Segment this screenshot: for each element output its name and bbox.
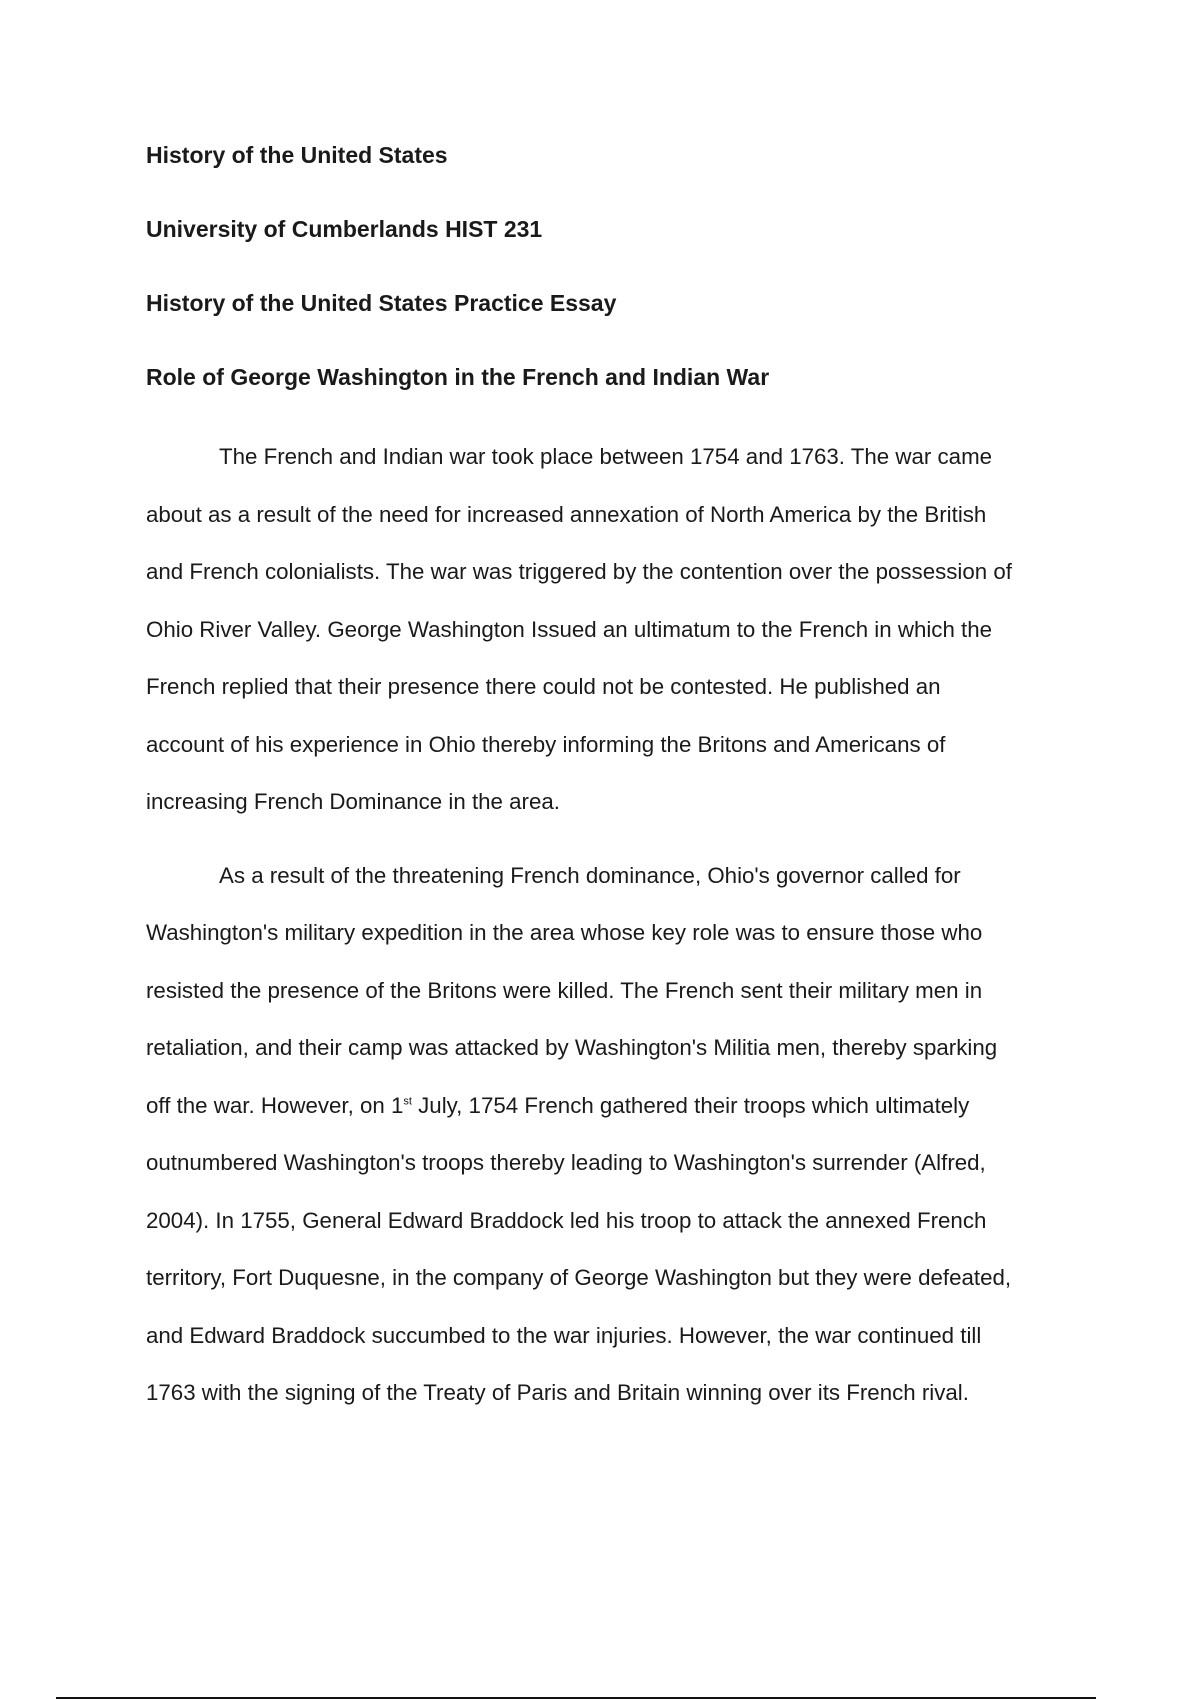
paragraph-line: As a result of the threatening French dominance, Ohio's governor called for (219, 862, 961, 888)
institution-line: University of Cumberlands HIST 231 (146, 216, 543, 242)
document-title: History of the United States (146, 142, 448, 168)
ordinal-superscript: st (403, 1095, 412, 1108)
line-text-before-superscript: off the war. However, on 1 (146, 1092, 404, 1118)
paragraph-line: increasing French Dominance in the area. (146, 789, 560, 814)
paragraph-line: account of his experience in Ohio thereby informing the Britons and Americans of (146, 731, 946, 757)
page-bottom-rule (56, 1697, 1096, 1699)
paragraph-line: and French colonialists. The war was triggered by the contention over the possession of (146, 559, 1012, 584)
line-text-after-superscript: July, 1754 French gathered their troops which ultimately (411, 1092, 970, 1118)
essay-title: History of the United States Practice Essay (146, 290, 617, 316)
paragraph-line: about as a result of the need for increased annexation of North America by the British (146, 501, 987, 527)
paragraph-line: 2004). In 1755, General Edward Braddock led his troop to attack the annexed French (146, 1207, 987, 1233)
paragraph-2 (146, 847, 1096, 1422)
paragraph-line: retaliation, and their camp was attacked by Washington's Militia men, thereby sparking (146, 1035, 998, 1060)
essay-topic: Role of George Washington in the French and Indian War (146, 364, 770, 390)
paragraph-line: French replied that their presence there could not be contested. He published an (146, 674, 941, 699)
document-content (146, 140, 1096, 1438)
paragraph-line: outnumbered Washington's troops thereby leading to Washington's surrender (Alfred, (146, 1150, 986, 1175)
paragraph-line-with-superscript (146, 1077, 1096, 1135)
paragraph-line: and Edward Braddock succumbed to the war injuries. However, the war continued till (146, 1322, 982, 1348)
paragraph-1 (146, 428, 1096, 831)
paragraph-line: territory, Fort Duquesne, in the company of George Washington but they were defeated, (146, 1265, 1012, 1290)
paragraph-line: Ohio River Valley. George Washington Issued an ultimatum to the French in which the (146, 616, 993, 642)
paragraph-line: The French and Indian war took place between 1754 and 1763. The war came (219, 444, 993, 469)
paragraph-line: Washington's military expedition in the area whose key role was to ensure those who (146, 920, 983, 945)
paragraph-line: 1763 with the signing of the Treaty of Paris and Britain winning over its French rival. (146, 1380, 969, 1405)
paragraph-line: resisted the presence of the Britons were killed. The French sent their military men in (146, 977, 983, 1003)
